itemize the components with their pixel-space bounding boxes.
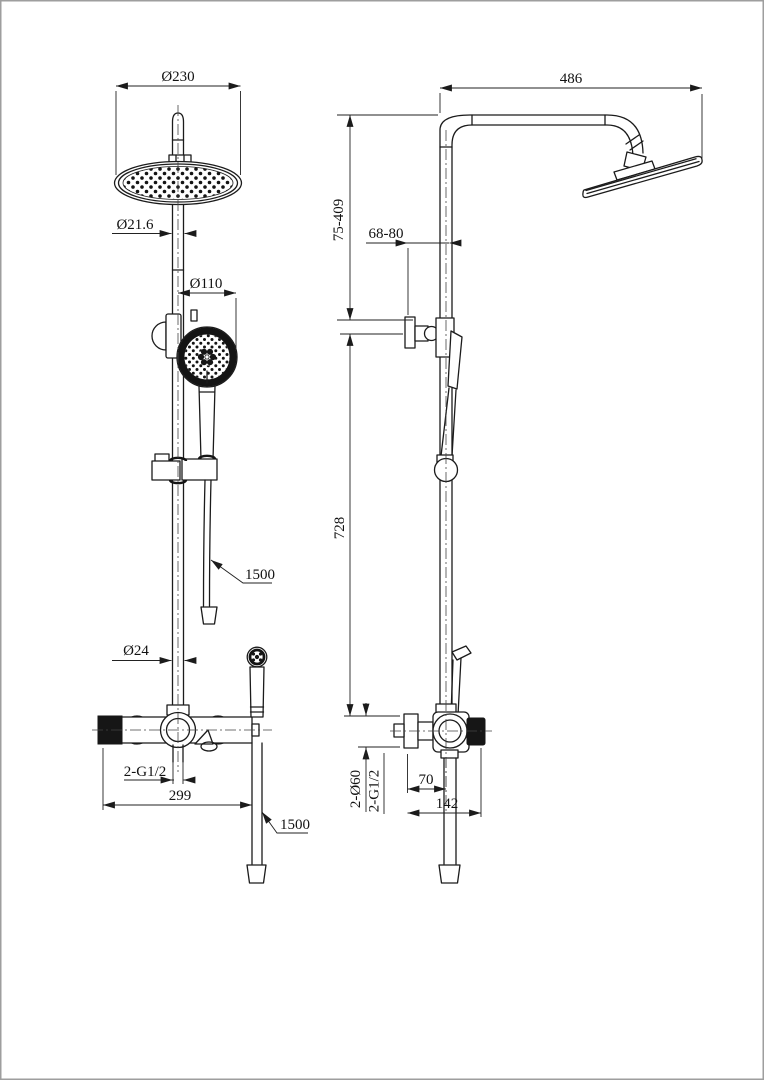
dim-escutcheon-size: 2-Ø60 [348, 769, 364, 809]
dim-inlet-thread-front: 2-G1/2 [123, 764, 167, 780]
hand-shower-hose [201, 480, 217, 624]
dim-arm-reach: 486 [559, 71, 583, 87]
side-riser-and-arm [440, 115, 643, 715]
hand-spray [247, 647, 267, 717]
mixer-valve [98, 705, 259, 762]
dim-slide-bar-length: 728 [332, 516, 348, 540]
dim-head-height-range: 75-409 [331, 198, 347, 242]
dim-hose-length-lower: 1500 [280, 817, 310, 833]
dim-inlet-pipe-diameter: Ø24 [123, 643, 149, 659]
inlet-nipple [394, 724, 404, 737]
dim-riser-diameter: Ø21.6 [116, 217, 154, 233]
slide-rail-slider [152, 454, 217, 483]
tilted-shower-head [583, 152, 702, 198]
side-view [331, 71, 702, 883]
dim-wall-clearance: 68-80 [368, 226, 404, 242]
front-view [92, 69, 310, 883]
outlet-hose-side [439, 758, 460, 883]
dim-hose-length-upper: 1500 [245, 567, 275, 583]
dim-hand-shower-diameter: Ø110 [189, 276, 223, 292]
valve-knob-side [467, 718, 485, 745]
dim-connection-thread-side: 2-G1/2 [366, 769, 383, 813]
dim-valve-width: 299 [168, 788, 192, 804]
wall-bracket [405, 317, 454, 357]
hand-shower [177, 327, 237, 460]
dim-overall-depth: 142 [435, 796, 459, 812]
side-dimensions [331, 71, 702, 817]
dim-wall-to-pipe-center: 70 [418, 772, 434, 788]
dim-head-diameter: Ø230 [161, 69, 195, 85]
